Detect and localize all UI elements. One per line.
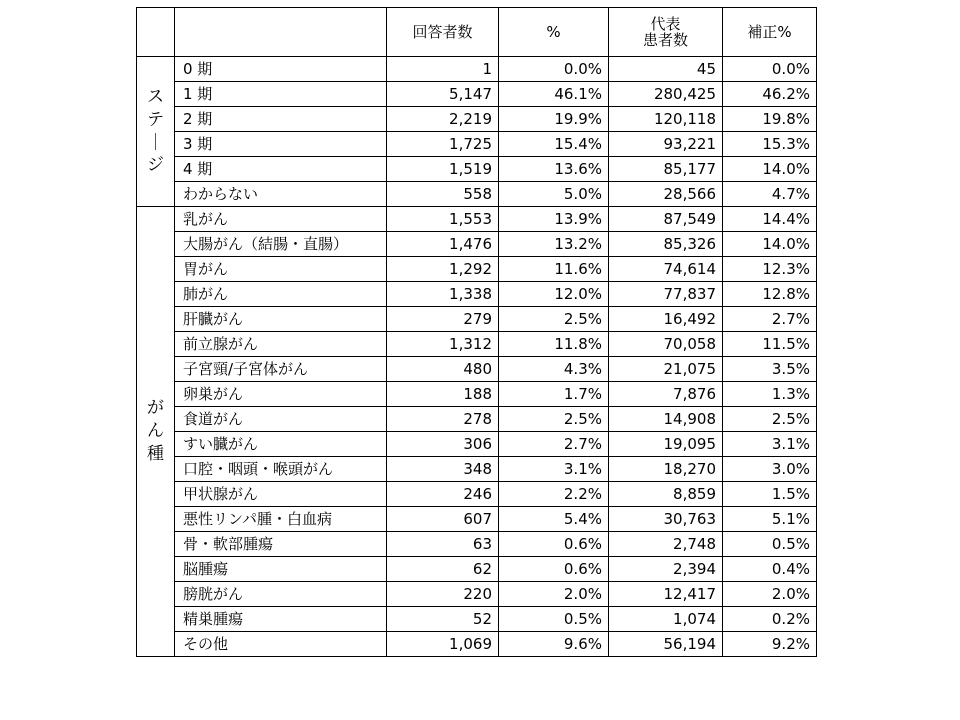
- respondents-cell: 480: [387, 357, 499, 382]
- table-row: [137, 182, 817, 207]
- percent-cell: 2.0%: [499, 582, 609, 607]
- percent-cell: 9.6%: [499, 632, 609, 657]
- group-label-cancer-type: が ん 種: [137, 207, 175, 657]
- row-label: 口腔・咽頭・喉頭がん: [175, 457, 387, 482]
- row-label: 精巣腫瘍: [175, 607, 387, 632]
- table-row: [137, 307, 817, 332]
- adjusted-percent-cell: 2.5%: [723, 407, 817, 432]
- respondents-cell: 52: [387, 607, 499, 632]
- respondents-cell: 62: [387, 557, 499, 582]
- header-respondents: 回答者数: [387, 8, 499, 57]
- respondents-cell: 279: [387, 307, 499, 332]
- row-label: 乳がん: [175, 207, 387, 232]
- percent-cell: 19.9%: [499, 107, 609, 132]
- table-row: [137, 132, 817, 157]
- respondents-cell: 63: [387, 532, 499, 557]
- percent-cell: 4.3%: [499, 357, 609, 382]
- table-row: [137, 357, 817, 382]
- representative-patients-cell: 30,763: [609, 507, 723, 532]
- representative-patients-cell: 87,549: [609, 207, 723, 232]
- table-row: [137, 557, 817, 582]
- row-label: 0 期: [175, 57, 387, 82]
- row-label: 子宮頸/子宮体がん: [175, 357, 387, 382]
- adjusted-percent-cell: 0.5%: [723, 532, 817, 557]
- representative-patients-cell: 70,058: [609, 332, 723, 357]
- respondents-cell: 1,553: [387, 207, 499, 232]
- respondents-cell: 2,219: [387, 107, 499, 132]
- header-corner-item: [175, 8, 387, 57]
- percent-cell: 2.5%: [499, 407, 609, 432]
- respondents-cell: 1,476: [387, 232, 499, 257]
- respondents-cell: 1,338: [387, 282, 499, 307]
- row-label: 大腸がん（結腸・直腸）: [175, 232, 387, 257]
- adjusted-percent-cell: 5.1%: [723, 507, 817, 532]
- representative-patients-cell: 93,221: [609, 132, 723, 157]
- representative-patients-cell: 8,859: [609, 482, 723, 507]
- respondents-cell: 1,312: [387, 332, 499, 357]
- representative-patients-cell: 45: [609, 57, 723, 82]
- respondents-cell: 1,725: [387, 132, 499, 157]
- table-row: [137, 332, 817, 357]
- respondents-cell: 1,292: [387, 257, 499, 282]
- adjusted-percent-cell: 4.7%: [723, 182, 817, 207]
- representative-patients-cell: 21,075: [609, 357, 723, 382]
- row-label: 4 期: [175, 157, 387, 182]
- percent-cell: 3.1%: [499, 457, 609, 482]
- table-row: [137, 207, 817, 232]
- adjusted-percent-cell: 11.5%: [723, 332, 817, 357]
- table-row: [137, 157, 817, 182]
- adjusted-percent-cell: 19.8%: [723, 107, 817, 132]
- table-row: [137, 282, 817, 307]
- adjusted-percent-cell: 12.8%: [723, 282, 817, 307]
- adjusted-percent-cell: 0.2%: [723, 607, 817, 632]
- adjusted-percent-cell: 46.2%: [723, 82, 817, 107]
- table-row: [137, 107, 817, 132]
- row-label: 2 期: [175, 107, 387, 132]
- respondents-cell: 220: [387, 582, 499, 607]
- percent-cell: 13.9%: [499, 207, 609, 232]
- adjusted-percent-cell: 14.0%: [723, 232, 817, 257]
- representative-patients-cell: 16,492: [609, 307, 723, 332]
- header-corner-group: [137, 8, 175, 57]
- percent-cell: 1.7%: [499, 382, 609, 407]
- adjusted-percent-cell: 12.3%: [723, 257, 817, 282]
- row-label: 悪性リンパ腫・白血病: [175, 507, 387, 532]
- adjusted-percent-cell: 0.0%: [723, 57, 817, 82]
- adjusted-percent-cell: 15.3%: [723, 132, 817, 157]
- percent-cell: 13.2%: [499, 232, 609, 257]
- representative-patients-cell: 74,614: [609, 257, 723, 282]
- percent-cell: 11.6%: [499, 257, 609, 282]
- percent-cell: 15.4%: [499, 132, 609, 157]
- table-row: [137, 482, 817, 507]
- row-label: すい臓がん: [175, 432, 387, 457]
- table-row: [137, 532, 817, 557]
- adjusted-percent-cell: 3.1%: [723, 432, 817, 457]
- percent-cell: 2.2%: [499, 482, 609, 507]
- adjusted-percent-cell: 9.2%: [723, 632, 817, 657]
- representative-patients-cell: 280,425: [609, 82, 723, 107]
- adjusted-percent-cell: 3.5%: [723, 357, 817, 382]
- row-label: 脳腫瘍: [175, 557, 387, 582]
- table-row: [137, 632, 817, 657]
- header-percent: %: [499, 8, 609, 57]
- row-label: わからない: [175, 182, 387, 207]
- respondents-cell: 278: [387, 407, 499, 432]
- row-label: 骨・軟部腫瘍: [175, 532, 387, 557]
- percent-cell: 5.4%: [499, 507, 609, 532]
- representative-patients-cell: 85,326: [609, 232, 723, 257]
- respondents-cell: 1,519: [387, 157, 499, 182]
- row-label: 1 期: [175, 82, 387, 107]
- representative-patients-cell: 18,270: [609, 457, 723, 482]
- representative-patients-cell: 28,566: [609, 182, 723, 207]
- adjusted-percent-cell: 3.0%: [723, 457, 817, 482]
- percent-cell: 0.5%: [499, 607, 609, 632]
- representative-patients-cell: 56,194: [609, 632, 723, 657]
- percent-cell: 11.8%: [499, 332, 609, 357]
- respondents-cell: 607: [387, 507, 499, 532]
- percent-cell: 0.6%: [499, 557, 609, 582]
- representative-patients-cell: 77,837: [609, 282, 723, 307]
- percent-cell: 12.0%: [499, 282, 609, 307]
- percent-cell: 2.5%: [499, 307, 609, 332]
- header-row: [137, 8, 817, 57]
- header-adjusted-percent: 補正%: [723, 8, 817, 57]
- percent-cell: 5.0%: [499, 182, 609, 207]
- table-row: [137, 582, 817, 607]
- representative-patients-cell: 2,394: [609, 557, 723, 582]
- row-label: 胃がん: [175, 257, 387, 282]
- table-row: [137, 57, 817, 82]
- representative-patients-cell: 85,177: [609, 157, 723, 182]
- adjusted-percent-cell: 2.0%: [723, 582, 817, 607]
- table-row: [137, 607, 817, 632]
- row-label: 前立腺がん: [175, 332, 387, 357]
- percent-cell: 13.6%: [499, 157, 609, 182]
- table-row: [137, 407, 817, 432]
- adjusted-percent-cell: 0.4%: [723, 557, 817, 582]
- row-label: 食道がん: [175, 407, 387, 432]
- representative-patients-cell: 14,908: [609, 407, 723, 432]
- adjusted-percent-cell: 14.4%: [723, 207, 817, 232]
- percent-cell: 2.7%: [499, 432, 609, 457]
- respondents-cell: 246: [387, 482, 499, 507]
- table-row: [137, 82, 817, 107]
- respondents-cell: 5,147: [387, 82, 499, 107]
- representative-patients-cell: 1,074: [609, 607, 723, 632]
- header-representative-patients: 代表 患者数: [609, 8, 723, 57]
- row-label: その他: [175, 632, 387, 657]
- respondents-cell: 558: [387, 182, 499, 207]
- row-label: 甲状腺がん: [175, 482, 387, 507]
- representative-patients-cell: 19,095: [609, 432, 723, 457]
- table-row: [137, 257, 817, 282]
- adjusted-percent-cell: 1.3%: [723, 382, 817, 407]
- row-label: 肺がん: [175, 282, 387, 307]
- respondents-cell: 1: [387, 57, 499, 82]
- representative-patients-cell: 120,118: [609, 107, 723, 132]
- representative-patients-cell: 2,748: [609, 532, 723, 557]
- adjusted-percent-cell: 14.0%: [723, 157, 817, 182]
- group-label-stage: ス テ ｜ ジ: [137, 57, 175, 207]
- table-row: [137, 432, 817, 457]
- row-label: 卵巣がん: [175, 382, 387, 407]
- percent-cell: 0.6%: [499, 532, 609, 557]
- percent-cell: 46.1%: [499, 82, 609, 107]
- adjusted-percent-cell: 2.7%: [723, 307, 817, 332]
- respondents-cell: 1,069: [387, 632, 499, 657]
- table-row: [137, 457, 817, 482]
- table-row: [137, 382, 817, 407]
- survey-table: [136, 7, 817, 657]
- representative-patients-cell: 7,876: [609, 382, 723, 407]
- percent-cell: 0.0%: [499, 57, 609, 82]
- representative-patients-cell: 12,417: [609, 582, 723, 607]
- table-row: [137, 507, 817, 532]
- respondents-cell: 348: [387, 457, 499, 482]
- adjusted-percent-cell: 1.5%: [723, 482, 817, 507]
- row-label: 肝臓がん: [175, 307, 387, 332]
- table-row: [137, 232, 817, 257]
- row-label: 膀胱がん: [175, 582, 387, 607]
- respondents-cell: 306: [387, 432, 499, 457]
- row-label: 3 期: [175, 132, 387, 157]
- respondents-cell: 188: [387, 382, 499, 407]
